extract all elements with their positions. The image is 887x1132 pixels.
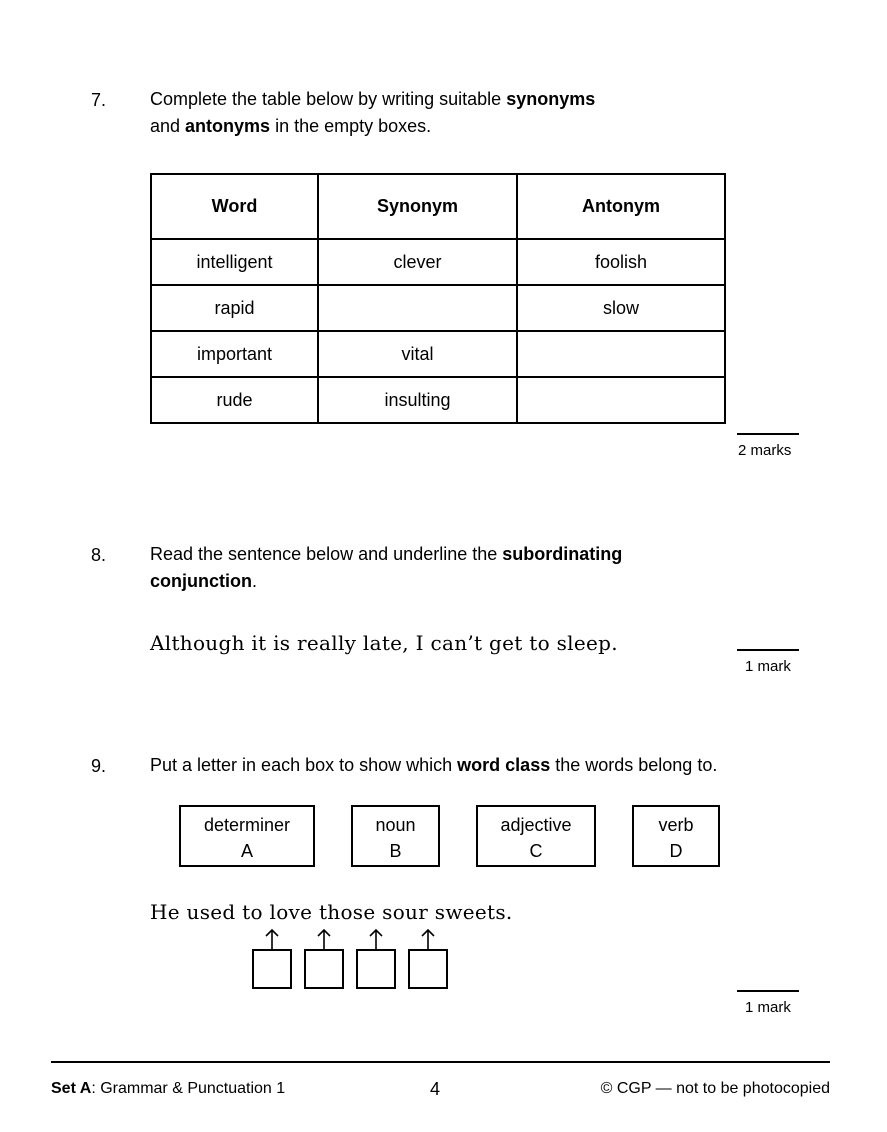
word-class-letter: A bbox=[240, 841, 253, 861]
q8-bold-conjunction: conjunction bbox=[150, 571, 252, 591]
table-row bbox=[151, 239, 725, 285]
cell-synonym: insulting bbox=[318, 377, 517, 423]
question-7-text bbox=[150, 86, 710, 140]
q8-text-part: Read the sentence below and underline the bbox=[150, 544, 503, 564]
word-class-letter: D bbox=[669, 841, 683, 861]
cell-synonym: vital bbox=[318, 331, 517, 377]
word-class-letter: C bbox=[529, 841, 543, 861]
q8-sentence[interactable]: Although it is really late, I can’t get to sleep. bbox=[150, 631, 618, 655]
word-class-box-verb bbox=[632, 805, 720, 867]
answer-box[interactable] bbox=[252, 949, 292, 989]
question-8-number: 8. bbox=[91, 545, 107, 565]
word-class-name: noun bbox=[375, 815, 416, 835]
word-class-name: verb bbox=[658, 815, 694, 835]
cell-word: intelligent bbox=[151, 239, 318, 285]
page-number: 4 bbox=[430, 1079, 441, 1099]
up-arrow-icon bbox=[368, 928, 384, 950]
cell-antonym-blank[interactable] bbox=[517, 377, 725, 423]
up-arrow-icon bbox=[420, 928, 436, 950]
question-9-text bbox=[150, 752, 830, 779]
q8-bold-subordinating: subordinating bbox=[502, 544, 623, 564]
footer-copyright: © CGP — not to be photocopied bbox=[600, 1080, 830, 1097]
word-class-box-noun bbox=[351, 805, 440, 867]
q7-bold-antonyms: antonyms bbox=[185, 116, 271, 136]
question-8-text bbox=[150, 541, 710, 595]
cell-word: important bbox=[151, 331, 318, 377]
word-class-letter: B bbox=[389, 841, 402, 861]
word-class-name: determiner bbox=[203, 815, 291, 835]
table-header-row bbox=[151, 174, 725, 239]
footer-set-rest: : Grammar & Punctuation 1 bbox=[91, 1080, 286, 1097]
footer-divider bbox=[51, 1061, 830, 1063]
q7-text-part: and bbox=[150, 116, 186, 136]
word-class-box-determiner bbox=[179, 805, 315, 867]
footer-set-label bbox=[51, 1080, 285, 1098]
q9-text-part: Put a letter in each box to show which bbox=[150, 755, 458, 775]
q9-marks-label: 1 mark bbox=[745, 999, 791, 1016]
table-row bbox=[151, 331, 725, 377]
q8-text-part: . bbox=[252, 571, 258, 591]
up-arrow-icon bbox=[264, 928, 280, 950]
q7-bold-synonyms: synonyms bbox=[506, 89, 596, 109]
cell-synonym-blank[interactable] bbox=[318, 285, 517, 331]
q7-text-part: Complete the table below by writing suitable bbox=[150, 89, 507, 109]
answer-box[interactable] bbox=[304, 949, 344, 989]
question-7-number: 7. bbox=[91, 90, 107, 110]
q7-marks-label: 2 marks bbox=[738, 442, 792, 459]
cell-antonym-blank[interactable] bbox=[517, 331, 725, 377]
footer-set-bold: Set A bbox=[51, 1080, 92, 1097]
marks-line bbox=[737, 649, 799, 651]
question-9-number: 9. bbox=[91, 756, 107, 776]
synonym-antonym-table bbox=[150, 173, 726, 424]
word-class-box-adjective bbox=[476, 805, 596, 867]
up-arrow-icon bbox=[316, 928, 332, 950]
cell-synonym: clever bbox=[318, 239, 517, 285]
marks-line bbox=[737, 990, 799, 992]
cell-word: rapid bbox=[151, 285, 318, 331]
table-row bbox=[151, 377, 725, 423]
header-antonym: Antonym bbox=[517, 174, 725, 239]
header-synonym: Synonym bbox=[318, 174, 517, 239]
table-row bbox=[151, 285, 725, 331]
q7-text-part: in the empty boxes. bbox=[270, 116, 432, 136]
q9-text-part: the words belong to. bbox=[550, 755, 718, 775]
marks-line bbox=[737, 433, 799, 435]
word-class-name: adjective bbox=[500, 815, 572, 835]
q9-sentence: He used to love those sour sweets. bbox=[150, 900, 513, 924]
q8-marks-label: 1 mark bbox=[745, 658, 791, 675]
cell-antonym: slow bbox=[517, 285, 725, 331]
answer-box[interactable] bbox=[356, 949, 396, 989]
header-word: Word bbox=[151, 174, 318, 239]
cell-word: rude bbox=[151, 377, 318, 423]
cell-antonym: foolish bbox=[517, 239, 725, 285]
answer-box[interactable] bbox=[408, 949, 448, 989]
q9-bold-word-class: word class bbox=[457, 755, 551, 775]
